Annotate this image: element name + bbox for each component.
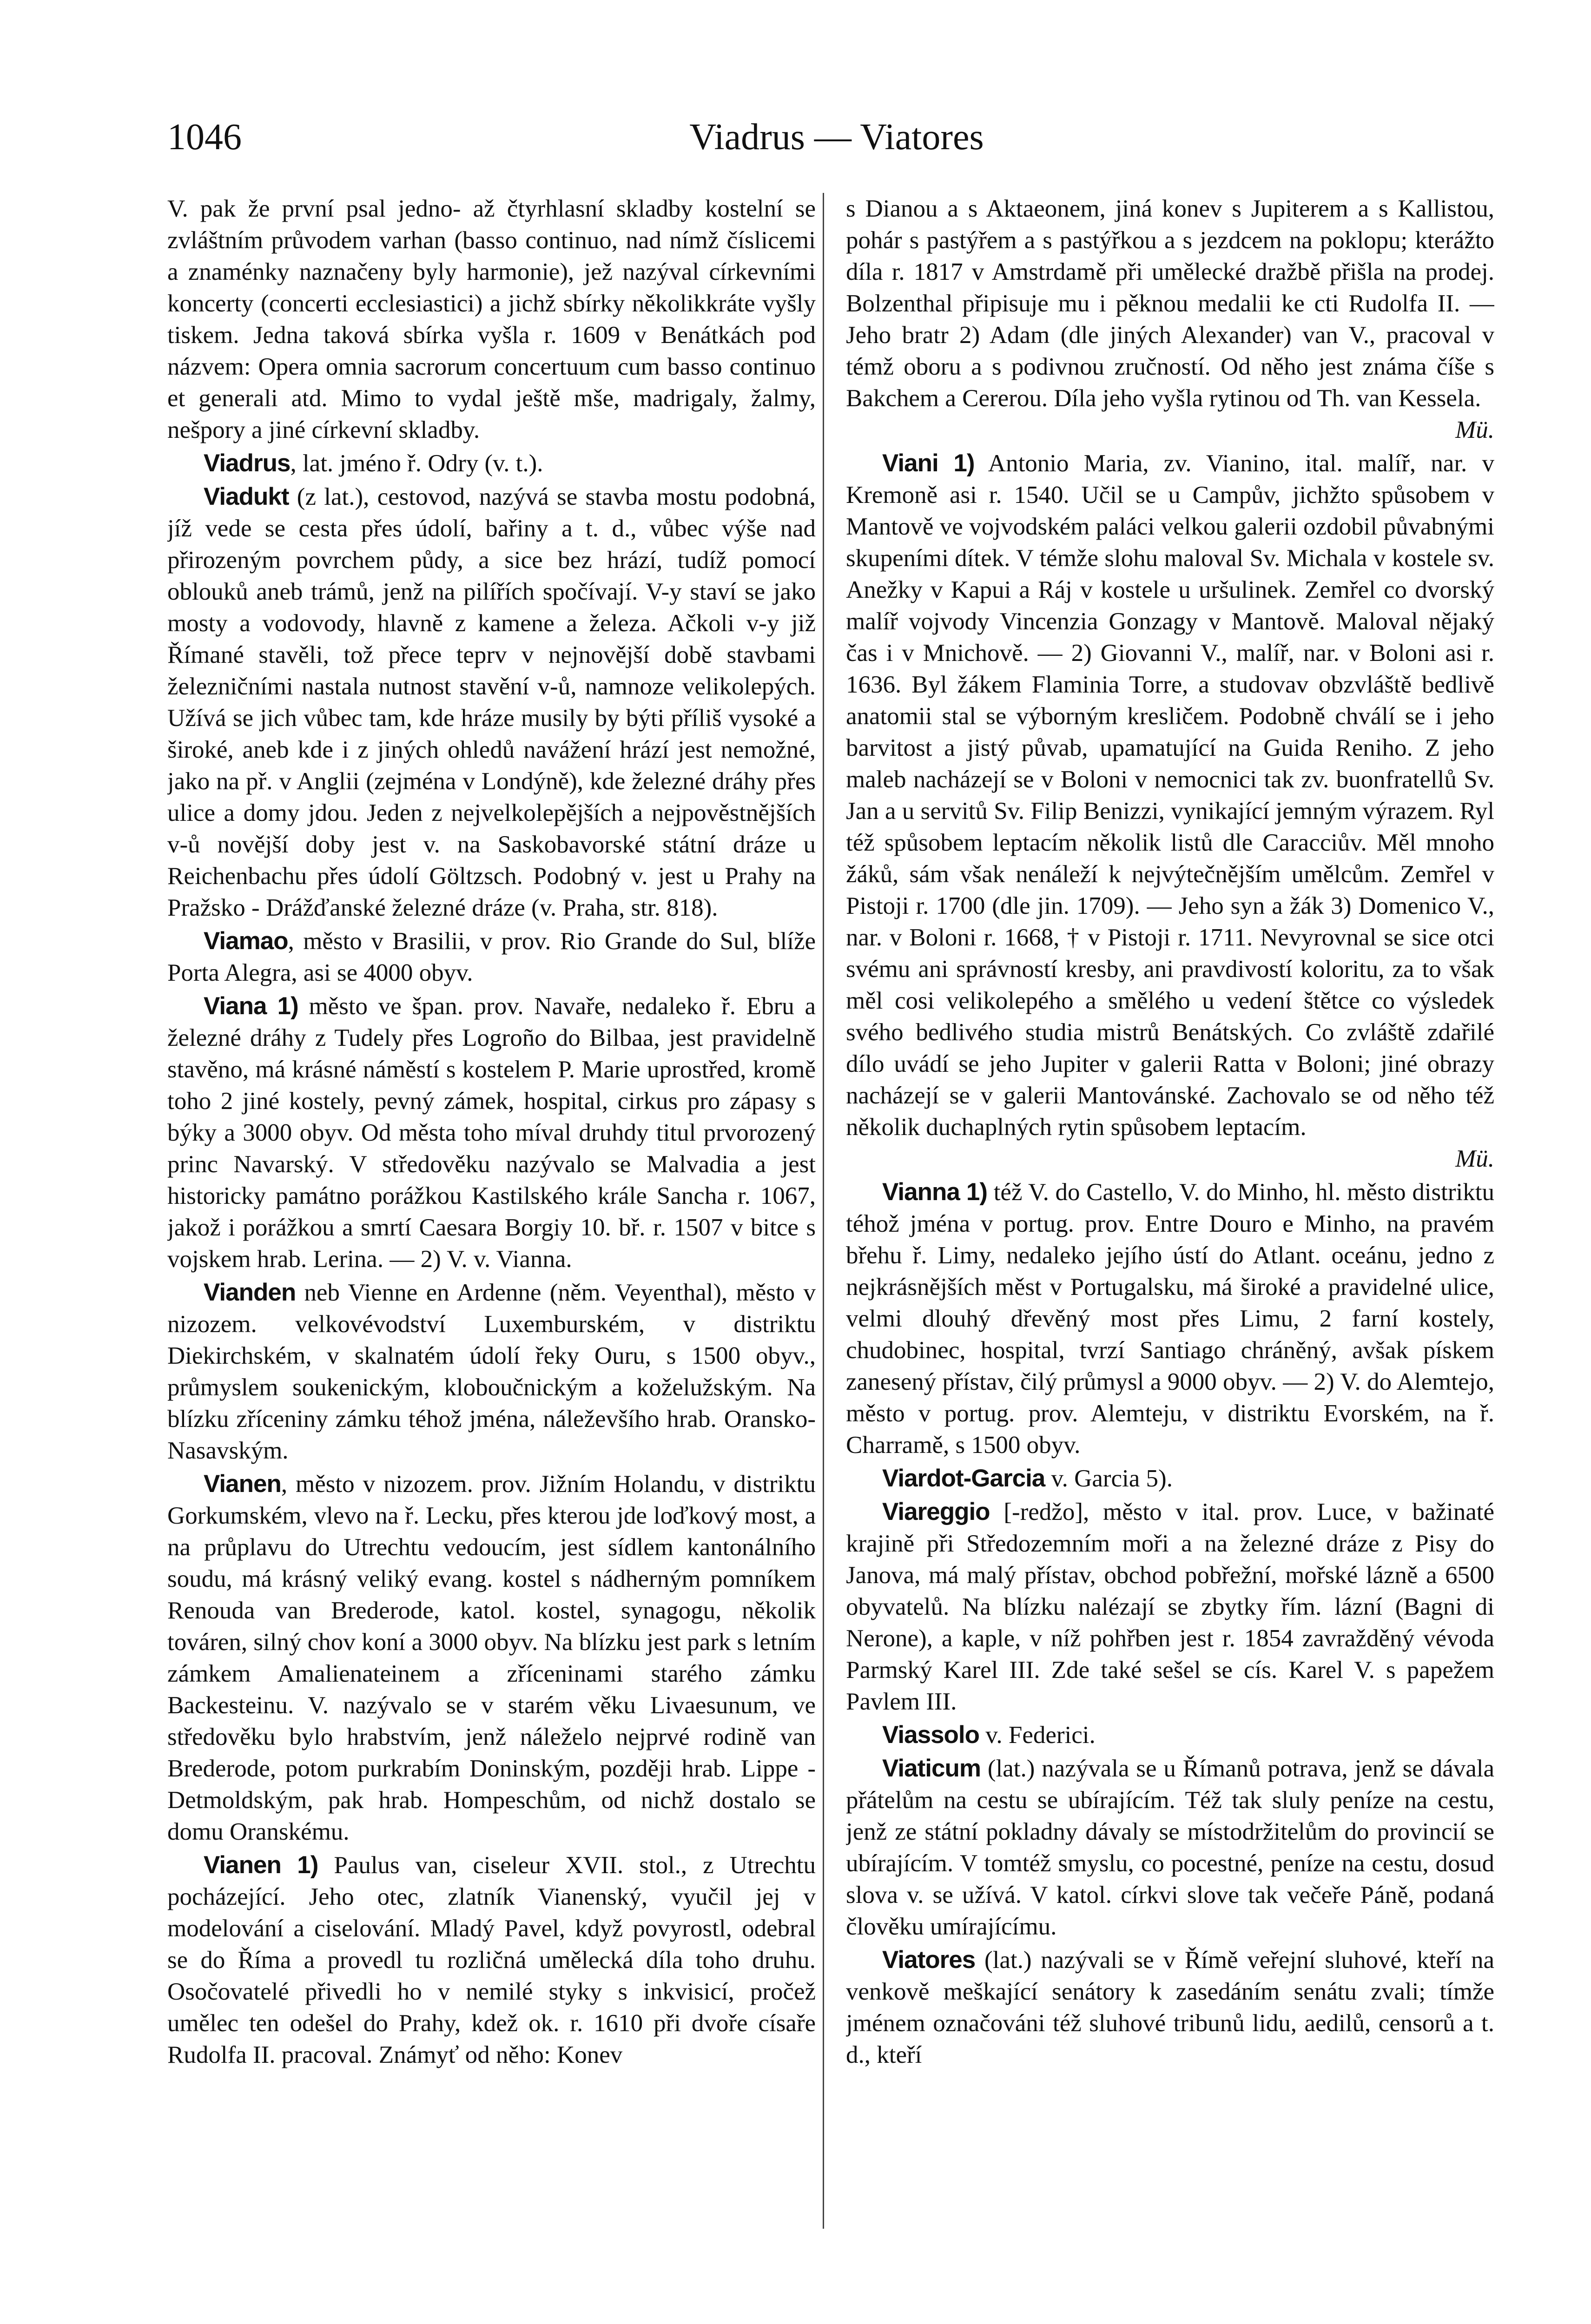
dictionary-entry bbox=[846, 1753, 1494, 1942]
dictionary-entry bbox=[167, 481, 816, 924]
entry-text: Antonio Maria, zv. Vianino, ital. malíř, nar. v Kremoně asi r. 1540. Učil se u Campův, jichžto spůsobem v Mantově ve vojvodském paláci velkou galerii ozdobil půvabnými skupeními dítek. V témže slohu maloval Sv. Michala v kostele sv. Anežky v Kapui a Ráj v kostele u uršulinek. Zemřel co dvorský malíř vojvody Vincenzia Gonzagy v Mantově. Maloval nějaký čas i v Mnichově. — 2) Giovanni V., malíř, nar. v Boloni asi r. 1636. Byl žákem Flaminia Torre, a studovav obzvláště bedlivě anatomii stal se výborným kresličem. Podobně chválí se i jeho barvitost a jistý půvab, upamatující na Guida Reniho. Z jeho maleb nacházejí se v Boloni v nemocnici tak zv. buonfratellů Sv. Jan a u servitů Sv. Filip Benizzi, vynikající jemným výrazem. Ryl též spůsobem leptacím několik listů dle Caracciův. Měl mnoho žáků, sám však nenáleží k nejvýtečnějším umělcům. Zemřel v Pistoji r. 1700 (dle jin. 1709). — Jeho syn a žák 3) Domenico V., nar. v Boloni r. 1668, † v Pistoji r. 1711. Nevyrovnal se sice otci svému ani správností kresby, ani pravdivostí koloritu, za to však měl cosi velikolepého a smělého u vedení štětce co výsledek svého bedlivého studia mistrů Benátských. Co zvláště zdařilé dílo uvádí se jeho Jupiter v galerii Ratta v Boloni; jiné obrazy nacházejí se v galerii Mantovánské. Zachovalo se od něho též několik duchaplných rytin spůsobem leptacím. bbox=[846, 450, 1494, 1141]
entry-text: neb Vienne en Ardenne (něm. Veyenthal), město v nizozem. velkovévodství Luxemburském, v distriktu Diekirchském, v skalnatém údolí řeky Ouru, s 1500 obyv., průmyslem soukenickým, kloboučnickým a koželužským. Na blízku zříceniny zámku téhož jména, náleževšího hrab. Oransko-Nasavským. bbox=[167, 1279, 816, 1464]
entry-continuation bbox=[167, 193, 816, 446]
dictionary-entry bbox=[167, 1849, 816, 2071]
entry-text: , město v nizozem. prov. Jižním Holandu, v distriktu Gorkumském, vlevo na ř. Lecku, přes kterou jde loďkový most, a na průplavu do Utrechtu vedoucím, jest sídlem kantonálního soudu, má krásný veliký evang. kostel s nádherným pomníkem Renouda van Brederode, katol. kostel, synagogu, několik továren, silný chov koní a 3000 obyv. Na blízku jest park s letním zámkem Amalienateinem a zříceninami starého zámku Backesteinu. V. nazývalo se v starém věku Livaesunum, ve středověku bylo hrabstvím, jenž náleželo nejprvé rodině van Brederode, potom purkrabím Doninským, později hrab. Lippe - Detmoldským, pak hrab. Hompeschům, od nichž dostalo se domu Oranskému. bbox=[167, 1471, 816, 1845]
author-signature: Mü. bbox=[1455, 416, 1494, 443]
entry-headword: Viani 1) bbox=[882, 449, 975, 477]
entry-text: město ve špan. prov. Navaře, nedaleko ř. Ebru a železné dráhy z Tudely přes Logroño do Bilbaa, jest pravidelně stavěno, má krásné náměstí s kostelem P. Marie uprostřed, kromě toho 2 jiné kostely, pevný zámek, hospital, cirkus pro zápasy s býky a 3000 obyv. Od města toho míval druhdy titul prvorozený princ Navarský. V středověku nazývalo se Malvadia a jest historicky památno porážkou Kastilského krále Sancha r. 1067, jakož i porážkou a smrtí Caesara Borgiy 10. bř. r. 1507 v bitce s vojskem hrab. Lerina. — 2) V. v. Vianna. bbox=[167, 993, 816, 1273]
dictionary-entry bbox=[167, 1468, 816, 1848]
entry-headword: Viamao bbox=[204, 927, 288, 955]
dictionary-entry bbox=[846, 1719, 1494, 1751]
dictionary-entry bbox=[846, 448, 1494, 1175]
entry-headword: Viadrus bbox=[204, 449, 290, 477]
entry-text: (z lat.), cestovod, nazývá se stavba mostu podobná, jíž vede se cesta přes údolí, bařiny a t. d., vůbec výše nad přirozeným povrchem půdy, a sice bez hrází, tudíž pomocí oblouků aneb trámů, jenž na pilířích spočívají. V-y staví se jako mosty a vodovody, hlavně z kamene a železa. Ačkoli v-y již Římané stavěli, tož přece teprv v nejnovější době stavbami železničními nastala nutnost stavění v-ů, namnoze velikolepých. Užívá se jich vůbec tam, kde hráze musily by býti příliš vysoké a široké, aneb kde i z jiných ohledů navážení hrází jest nemožné, jako na př. v Anglii (zejména v Londýně), kde železné dráhy přes ulice a domy jdou. Jeden z nejvelkolepějších a nejpověstnějších v-ů novější doby jest v. na Saskobavorské státní dráze u Reichenbachu přes údolí Göltzsch. Podobný v. jest u Prahy na Pražsko - Drážďanské železné dráze (v. Praha, str. 818). bbox=[167, 483, 816, 921]
entry-text: (lat.) nazývali se v Římě veřejní sluhové, kteří na venkově meškající senátory k zasedáním senátu zvali; tímže jménem označováni též sluhové tribunů lidu, aedilů, censorů a t. d., kteří bbox=[846, 1947, 1494, 2068]
page-header bbox=[167, 116, 1506, 172]
entry-text: v. Garcia 5). bbox=[1045, 1465, 1173, 1492]
entry-continuation bbox=[846, 193, 1494, 446]
entry-text: , město v Brasilii, v prov. Rio Grande do Sul, blíže Porta Alegra, asi se 4000 obyv. bbox=[167, 928, 816, 986]
entry-headword: Vianden bbox=[204, 1279, 296, 1306]
column-divider bbox=[823, 193, 824, 2229]
entry-headword: Viatores bbox=[882, 1946, 976, 1974]
dictionary-entry bbox=[846, 1944, 1494, 2071]
entry-text: [-redžo], město v ital. prov. Luce, v bažinaté krajině při Středozemním moři a na železné dráze z Pisy do Janova, má malý přístav, obchod pobřežní, mořské lázně a 6500 obyvatelů. Na blízku nalézají se zbytky řím. lázní (Bagni di Nerone), a kaple, v níž pohřben jest r. 1854 zavražděný vévoda Parmský Karel III. Zde také sešel se cís. Karel V. s papežem Pavlem III. bbox=[846, 1499, 1494, 1715]
entry-headword: Vianen 1) bbox=[204, 1851, 318, 1879]
entry-text: s Dianou a s Aktaeonem, jiná konev s Jupiterem a s Kallistou, pohár s pastýřem a s pastýřkou a s jezdcem na poklopu; kterážto díla r. 1817 v Amstrdamě při umělecké dražbě přišla na prodej. Bolzenthal připisuje mu i pěknou medalii ke cti Rudolfa II. — Jeho bratr 2) Adam (dle jiných Alexander) van V., pracoval v témž oboru a s podivnou zručností. Od něho jest známa číše s Bakchem a Cererou. Díla jeho vyšla rytinou od Th. van Kessela. bbox=[846, 195, 1494, 412]
entry-text: V. pak že první psal jedno- až čtyrhlasní skladby kostelní se zvláštním průvodem varhan (basso continuo, nad nímž číslicemi a znaménky naznačeny byly harmonie), jež nazýval církevními koncerty (concerti ecclesiastici) a jichž sbírky několikkráte vyšly tiskem. Jedna taková sbírka vyšla r. 1609 v Benátkách pod názvem: Opera omnia sacrorum concertuum cum basso continuo et generali atd. Mimo to vydal ještě mše, madrigaly, žalmy, nešpory a jiné církevní skladby. bbox=[167, 195, 816, 443]
left-column bbox=[167, 193, 816, 2247]
author-signature: Mü. bbox=[1455, 1145, 1494, 1172]
dictionary-entry bbox=[846, 1463, 1494, 1494]
dictionary-entry bbox=[167, 990, 816, 1275]
dictionary-entry bbox=[167, 925, 816, 989]
entry-text: v. Federici. bbox=[979, 1722, 1096, 1749]
dictionary-entry bbox=[846, 1176, 1494, 1461]
entry-text: , lat. jméno ř. Odry (v. t.). bbox=[290, 450, 543, 477]
entry-headword: Viardot-Garcia bbox=[882, 1465, 1045, 1492]
entry-headword: Viassolo bbox=[882, 1721, 980, 1749]
dictionary-entry bbox=[167, 1277, 816, 1466]
entry-headword: Viadukt bbox=[204, 483, 289, 510]
right-column bbox=[846, 193, 1494, 2247]
page-number: 1046 bbox=[167, 117, 242, 158]
dictionary-entry bbox=[846, 1496, 1494, 1717]
entry-headword: Viareggio bbox=[882, 1498, 990, 1525]
entry-headword: Vianen bbox=[204, 1470, 281, 1498]
entry-text: též V. do Castello, V. do Minho, hl. město distriktu téhož jména v portug. prov. Entre Douro e Minho, na pravém břehu ř. Limy, nedaleko jejího ústí do Atlant. oceánu, jedno z nejkrásnějších měst v Portugalsku, má široké a pravidelné ulice, velmi dlouhý dřevěný most přes Limu, 2 farní kostely, chudobinec, hospital, tvrzí Santiago chráněný, avšak pískem zanesený přístav, čilý průmysl a 9000 obyv. — 2) V. do Alemtejo, město v portug. prov. Alemteju, v distriktu Evorském, na ř. Charramě, s 1500 obyv. bbox=[846, 1179, 1494, 1459]
dictionary-entry bbox=[167, 448, 816, 479]
entry-headword: Viaticum bbox=[882, 1755, 981, 1782]
entry-text: (lat.) nazývala se u Římanů potrava, jenž se dávala přátelům na cestu se ubírajícím. Též tak sluly peníze na cestu, jenž ze státní pokladny dávaly se místodržitelům do provincií se ubírajícím. V tomtéž smyslu, co pocestné, peníze na cestu, dosud slova v. se užívá. V katol. církvi slove tak večeře Páně, podaná člověku umírajícímu. bbox=[846, 1755, 1494, 1940]
entry-text: Paulus van, ciseleur XVII. stol., z Utrechtu pocházející. Jeho otec, zlatník Vianenský, vyučil jej v modelování a ciselování. Mladý Pavel, když povyrostl, odebral se do Říma a provedl tu rozličná umělecká díla toho druhu. Osočovatelé přivedli ho v nemilé styky s inkvisicí, pročež umělec ten odešel do Prahy, kdež ok. r. 1610 při dvoře císaře Rudolfa II. pracoval. Známyť od něho: Konev bbox=[167, 1852, 816, 2068]
running-head: Viadrus — Viatores bbox=[689, 117, 984, 158]
entry-headword: Viana 1) bbox=[204, 992, 298, 1020]
entry-headword: Vianna 1) bbox=[882, 1178, 988, 1206]
